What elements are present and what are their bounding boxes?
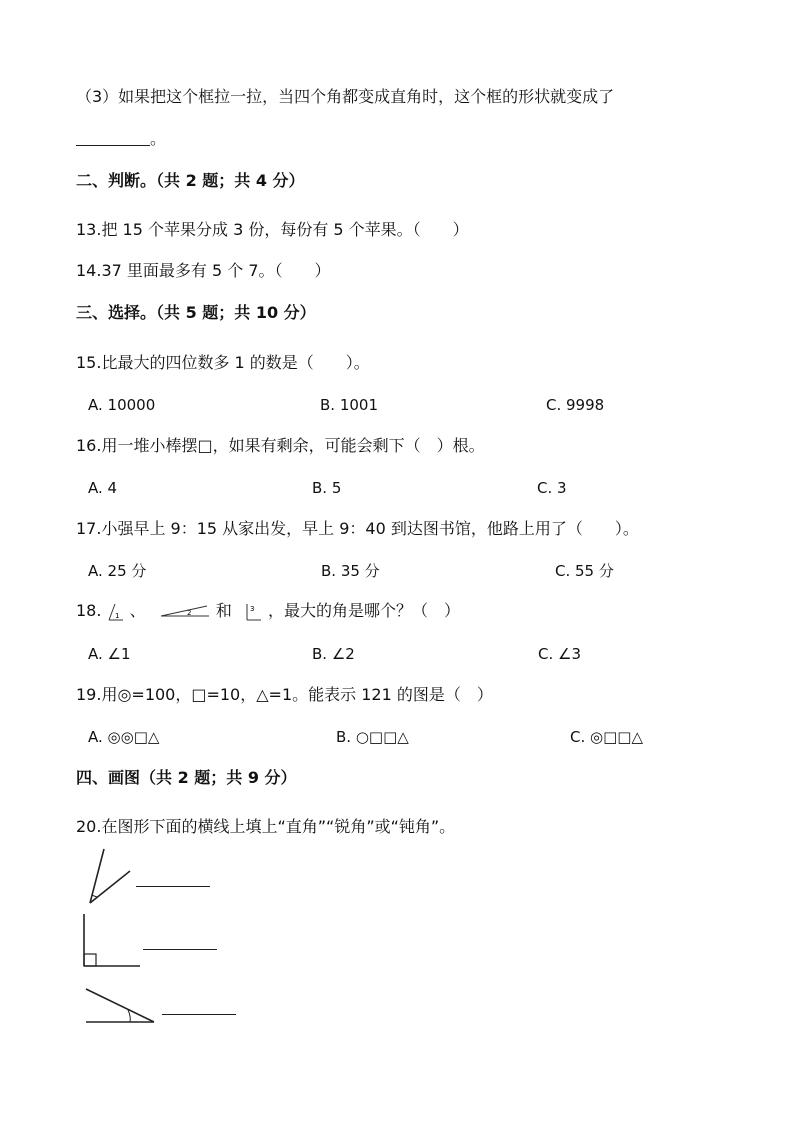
q17-option-c[interactable]: C. 55 分 — [555, 562, 614, 580]
angle-2-label: 2 — [186, 608, 192, 617]
q18-sep1: 、 — [129, 601, 146, 620]
q19-option-c[interactable]: C. ◎□□△ — [570, 728, 643, 746]
angle-3-label: 3 — [249, 604, 255, 613]
q20-stem: 20.在图形下面的横线上填上“直角”“锐角”或“钝角”。 — [76, 817, 456, 836]
q18-option-c[interactable]: C. ∠3 — [538, 645, 582, 663]
q15-option-b[interactable]: B. 1001 — [320, 396, 379, 414]
q19-stem: 19.用◎=100，□=10，△=1。能表示 121 的图是（ ） — [76, 685, 493, 704]
q20-answer-blank-1[interactable] — [136, 886, 210, 887]
q16-stem: 16.用一堆小棒摆□，如果有剩余，可能会剩下（ ）根。 — [76, 436, 485, 455]
q16-option-a[interactable]: A. 4 — [88, 479, 118, 497]
angle-2-figure — [161, 602, 211, 622]
q18-prefix: 18. — [76, 601, 102, 620]
q20-acute-angle-figure — [82, 985, 222, 1030]
q15-option-c[interactable]: C. 9998 — [546, 396, 605, 414]
q19-option-a[interactable]: A. ◎◎□△ — [88, 728, 160, 746]
angle-1-figure — [107, 602, 125, 622]
q20-obtuse-angle-figure — [82, 845, 222, 910]
q20-right-angle-figure — [82, 912, 222, 972]
q16-option-c[interactable]: C. 3 — [537, 479, 567, 497]
q12-answer-blank[interactable] — [76, 145, 150, 146]
q20-answer-blank-2[interactable] — [143, 949, 217, 950]
q14-text: 14.37 里面最多有 5 个 7。（ ） — [76, 261, 331, 280]
q15-stem: 15.比最大的四位数多 1 的数是（ ）。 — [76, 353, 370, 372]
angle-1-label: 1 — [114, 611, 120, 620]
q17-option-a[interactable]: A. 25 分 — [88, 562, 147, 580]
q17-stem: 17.小强早上 9：15 从家出发，早上 9：40 到达图书馆，他路上用了（ ）。 — [76, 519, 639, 538]
q18-stem — [76, 600, 460, 622]
q16-option-b[interactable]: B. 5 — [312, 479, 342, 497]
q12-part3-text: （3）如果把这个框拉一拉，当四个角都变成直角时，这个框的形状就变成了 — [76, 87, 615, 106]
section2-heading: 二、判断。（共 2 题；共 4 分） — [76, 171, 305, 190]
section3-heading: 三、选择。（共 5 题；共 10 分） — [76, 303, 316, 322]
q20-answer-blank-3[interactable] — [162, 1014, 236, 1015]
q18-option-a[interactable]: A. ∠1 — [88, 645, 131, 663]
q18-option-b[interactable]: B. ∠2 — [312, 645, 355, 663]
q17-option-b[interactable]: B. 35 分 — [321, 562, 380, 580]
q15-option-a[interactable]: A. 10000 — [88, 396, 156, 414]
q19-option-b[interactable]: B. ○□□△ — [336, 728, 409, 746]
q18-sep2: 和 — [215, 601, 232, 620]
angle-3-figure — [245, 602, 263, 622]
section4-heading: 四、画图（共 2 题；共 9 分） — [76, 768, 297, 787]
q18-suffix: ，最大的角是哪个？（ ） — [268, 601, 461, 620]
q13-text: 13.把 15 个苹果分成 3 份，每份有 5 个苹果。（ ） — [76, 220, 469, 239]
q12-period: 。 — [150, 129, 167, 148]
